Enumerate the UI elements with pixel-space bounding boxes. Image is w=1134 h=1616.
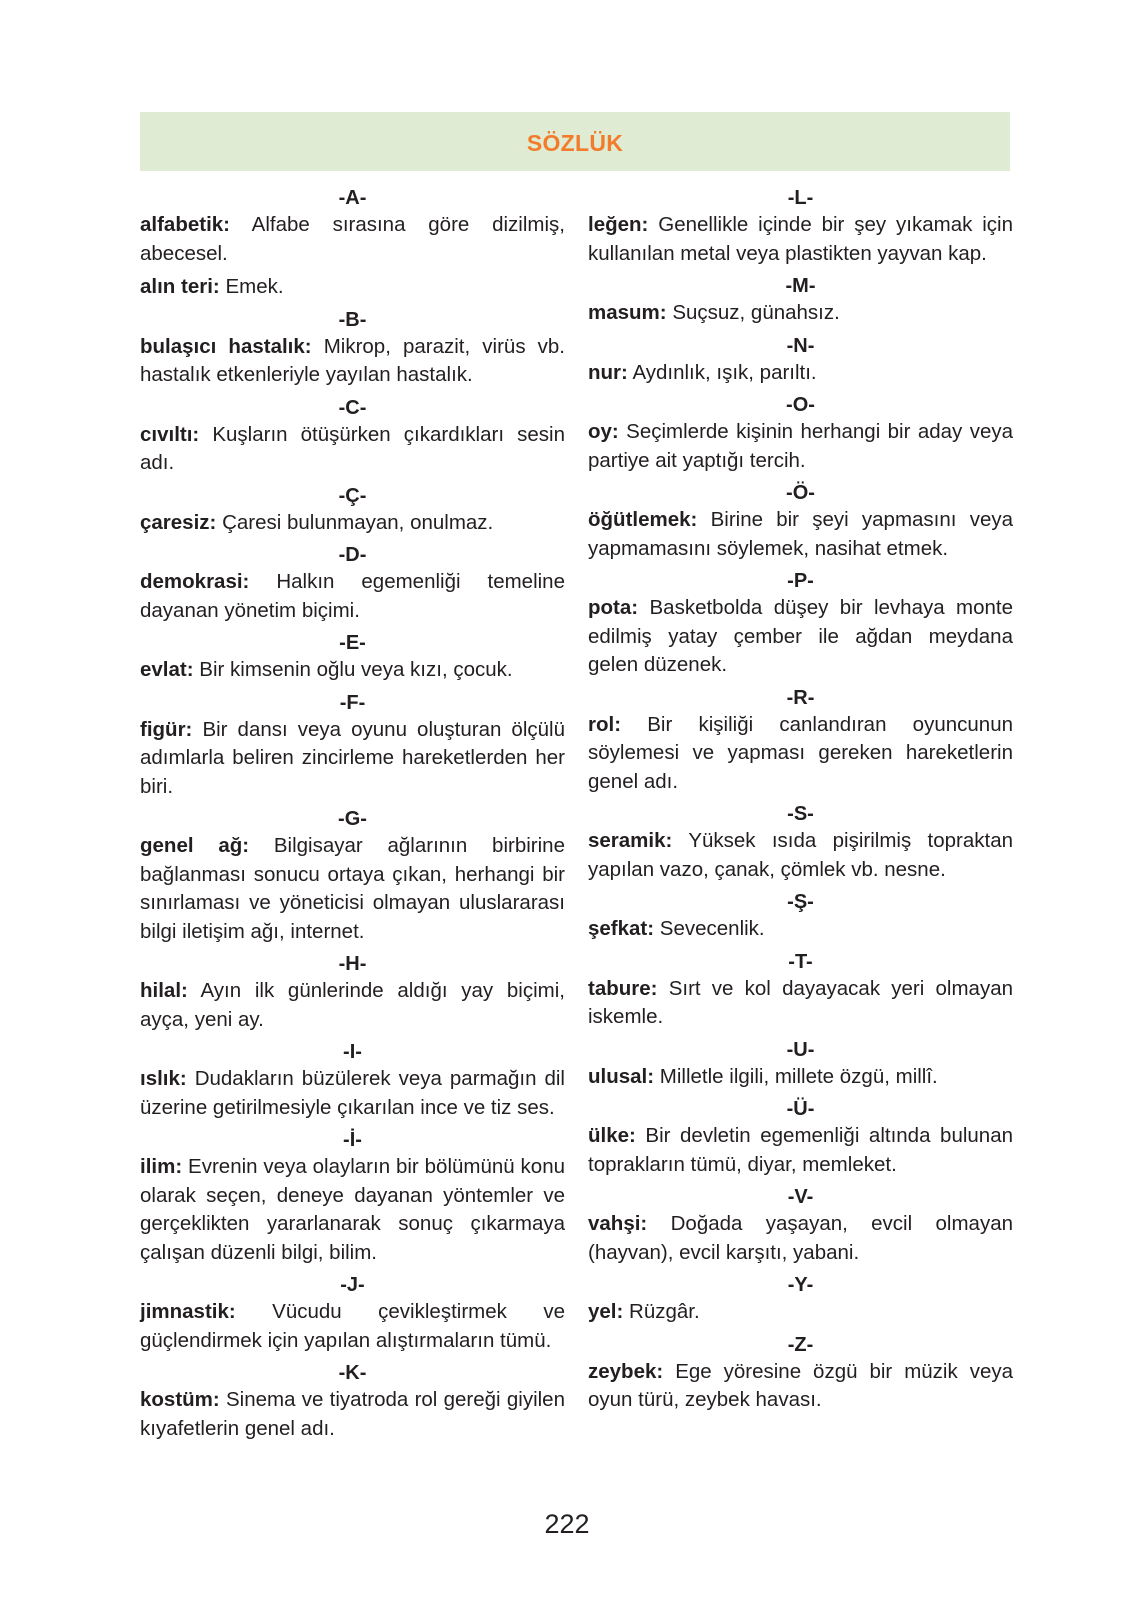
section-letter: -Z- — [787, 1333, 814, 1356]
dictionary-entry — [140, 1153, 565, 1267]
entry-term: pota: — [588, 596, 639, 619]
section-letter: -J- — [340, 1274, 365, 1296]
dictionary-entry — [140, 656, 565, 685]
entry-definition: Kuşların ötüşürken çıkardıkları sesin adı. — [140, 422, 565, 474]
section-letter: -İ- — [343, 1129, 362, 1151]
section-letter: -L- — [787, 187, 814, 209]
section-letter: -K- — [338, 1362, 367, 1384]
entry-term: kostüm: — [140, 1388, 220, 1411]
entry-definition: Genellikle içinde bir şey yıkamak için kullanılan metal veya plastikten yayvan kap. — [588, 213, 1014, 265]
section-letter: -F- — [339, 691, 366, 714]
entry-term: ulusal: — [588, 1064, 655, 1088]
section-letter: -D- — [338, 544, 367, 566]
entry-definition: Halkın egemenliği temeline dayanan yönetim biçimi. — [140, 570, 565, 622]
entry-definition: Basketbolda düşey bir levhaya monte edilmiş yatay çember ile ağdan meydana gelen düzenek. — [588, 596, 1013, 676]
section-letter: -B- — [338, 308, 367, 331]
section-letter: -E- — [339, 632, 366, 654]
section-letter: -G- — [338, 808, 367, 830]
entry-definition: Bir devletin egemenliği altında bulunan toprakların tümü, diyar, memleket. — [588, 1124, 1014, 1176]
entry-term: öğütlemek: — [588, 508, 698, 531]
entry-definition: Doğada yaşayan, evcil olmayan (hayvan), evcil karşıtı, yabani. — [588, 1212, 1013, 1264]
entry-term: leğen: — [588, 213, 649, 236]
dictionary-entry — [140, 1298, 565, 1355]
left-column — [140, 180, 565, 1448]
entry-term: vahşi: — [588, 1212, 648, 1235]
section-letter: -R- — [786, 686, 815, 709]
dictionary-entry — [588, 506, 1013, 563]
section-letter: -A- — [338, 187, 367, 209]
dictionary-entry — [588, 827, 1013, 884]
dictionary-entry — [588, 1063, 1013, 1092]
entry-term: jimnastik: — [140, 1300, 236, 1323]
entry-term: masum: — [588, 301, 667, 324]
entry-definition: Sinema ve tiyatroda rol gereği giyilen kıyafetlerin genel adı. — [140, 1388, 565, 1440]
entry-definition: Birine bir şeyi yapmasını veya yapmamasını söylemek, nasihat etmek. — [588, 508, 1013, 560]
section-letter: -T- — [788, 950, 813, 973]
dictionary-entry — [588, 1298, 1013, 1327]
entry-term: şefkat: — [588, 917, 655, 940]
entry-term: alın teri: — [140, 275, 220, 298]
dictionary-entry — [140, 273, 565, 302]
entry-term: seramik: — [588, 829, 673, 852]
entry-term: ilim: — [140, 1155, 183, 1178]
entry-definition: Bir dansı veya oyunu oluşturan ölçülü adımlarla beliren zincirleme hareketlerden her biri. — [140, 717, 565, 798]
dictionary-entry — [140, 716, 565, 802]
entry-term: hilal: — [140, 979, 188, 1002]
entry-term: tabure: — [588, 976, 658, 1000]
dictionary-entry — [588, 711, 1013, 797]
section-letter: -Y- — [787, 1274, 814, 1296]
entry-definition: Evrenin veya olayların bir bölümünü konu olarak seçen, deneye dayanan yöntemler ve gerçeklikten yararlanarak sonuç çıkarmaya çalışan düzenli bilgi, bilim. — [140, 1155, 566, 1264]
entry-definition: Vücudu çevikleştirmek ve güçlendirmek için yapılan alıştırmaların tümü. — [140, 1300, 565, 1352]
dictionary-entry — [140, 568, 565, 625]
entry-definition: Çaresi bulunmayan, onulmaz. — [222, 510, 494, 534]
dictionary-entry — [588, 594, 1013, 680]
entry-definition: Emek. — [225, 275, 284, 298]
entry-definition: Ayın ilk günlerinde aldığı yay biçimi, ayça, yeni ay. — [140, 979, 565, 1031]
entry-definition: Mikrop, parazit, virüs vb. hastalık etkenleriyle yayılan hastalık. — [140, 334, 565, 386]
entry-term: yel: — [588, 1300, 624, 1323]
section-letter: -O- — [786, 394, 815, 416]
dictionary-entry — [140, 1065, 565, 1122]
right-column — [588, 180, 1013, 1420]
entry-definition: Seçimlerde kişinin herhangi bir aday veya partiye ait yaptığı tercih. — [588, 420, 1013, 472]
dictionary-entry — [588, 299, 1013, 328]
dictionary-entry — [140, 977, 565, 1034]
section-letter: -Ü- — [786, 1098, 815, 1120]
entry-definition: Bilgisayar ağlarının birbirine bağlanması sonucu ortaya çıkan, herhangi bir sınırlaması ve yöneticisi olmayan uluslararası bilgi iletişim ağı, internet. — [140, 834, 565, 943]
entry-term: oy: — [588, 420, 619, 443]
entry-term: nur: — [588, 360, 628, 384]
entry-term: ıslık: — [140, 1067, 187, 1090]
dictionary-entry — [140, 211, 565, 268]
entry-term: genel ağ: — [140, 834, 250, 857]
entry-definition: Yüksek ısıda pişirilmiş topraktan yapılan vazo, çanak, çömlek vb. nesne. — [588, 829, 1014, 881]
section-letter: -Ö- — [786, 482, 815, 504]
entry-definition: Sevecenlik. — [659, 917, 765, 940]
entry-definition: Bir kişiliği canlandıran oyuncunun söylemesi ve yapması gereken hareketlerin genel adı. — [588, 712, 1013, 793]
dictionary-entry — [588, 915, 1013, 944]
page-number: 222 — [544, 1509, 590, 1539]
section-letter: -H- — [338, 953, 367, 975]
entry-definition: Aydınlık, ışık, parıltı. — [632, 360, 817, 384]
page-title: SÖZLÜK — [526, 130, 624, 156]
dictionary-entry — [140, 832, 565, 946]
title-banner — [140, 112, 1010, 171]
dictionary-entry — [588, 1122, 1013, 1179]
entry-term: cıvıltı: — [140, 422, 200, 446]
dictionary-entry — [140, 421, 565, 478]
dictionary-entry — [588, 1358, 1013, 1415]
dictionary-entry — [140, 1386, 565, 1443]
entry-term: demokrasi: — [140, 570, 250, 593]
dictionary-entry — [588, 418, 1013, 475]
entry-definition: Rüzgâr. — [629, 1300, 700, 1323]
entry-definition: Suçsuz, günahsız. — [672, 301, 840, 324]
entry-term: alfabetik: — [140, 213, 230, 236]
entry-term: rol: — [588, 712, 622, 736]
entry-term: bulaşıcı hastalık: — [140, 334, 312, 358]
section-letter: -N- — [786, 334, 815, 357]
dictionary-entry — [588, 975, 1013, 1032]
entry-term: zeybek: — [588, 1359, 664, 1383]
section-letter: -V- — [787, 1186, 814, 1208]
dictionary-entry — [140, 333, 565, 390]
dictionary-entry — [140, 509, 565, 538]
section-letter: -Ç- — [338, 484, 367, 507]
entry-definition: Bir kimsenin oğlu veya kızı, çocuk. — [199, 658, 513, 681]
section-letter: -P- — [787, 570, 814, 592]
section-letter: -M- — [785, 275, 816, 297]
entry-term: evlat: — [140, 658, 194, 681]
section-letter: -S- — [787, 803, 814, 825]
entry-term: çaresiz: — [140, 510, 217, 534]
entry-definition: Alfabe sırasına göre dizilmiş, abecesel. — [140, 213, 565, 265]
entry-definition: Sırt ve kol dayayacak yeri olmayan iskemle. — [588, 976, 1014, 1028]
dictionary-entry — [588, 1210, 1013, 1267]
dictionary-entry — [588, 211, 1013, 268]
entry-term: figür: — [140, 717, 193, 741]
dictionary-entry — [588, 359, 1013, 388]
section-letter: -Ş- — [787, 891, 814, 913]
section-letter: -C- — [338, 396, 367, 419]
section-letter: -I- — [343, 1041, 362, 1063]
entry-definition: Milletle ilgili, millete özgü, millî. — [659, 1064, 938, 1088]
entry-definition: Ege yöresine özgü bir müzik veya oyun türü, zeybek havası. — [588, 1359, 1013, 1411]
entry-definition: Dudakların büzülerek veya parmağın dil üzerine getirilmesiyle çıkarılan ince ve tiz ses. — [140, 1067, 565, 1119]
entry-term: ülke: — [588, 1124, 636, 1147]
section-letter: -U- — [786, 1038, 815, 1061]
